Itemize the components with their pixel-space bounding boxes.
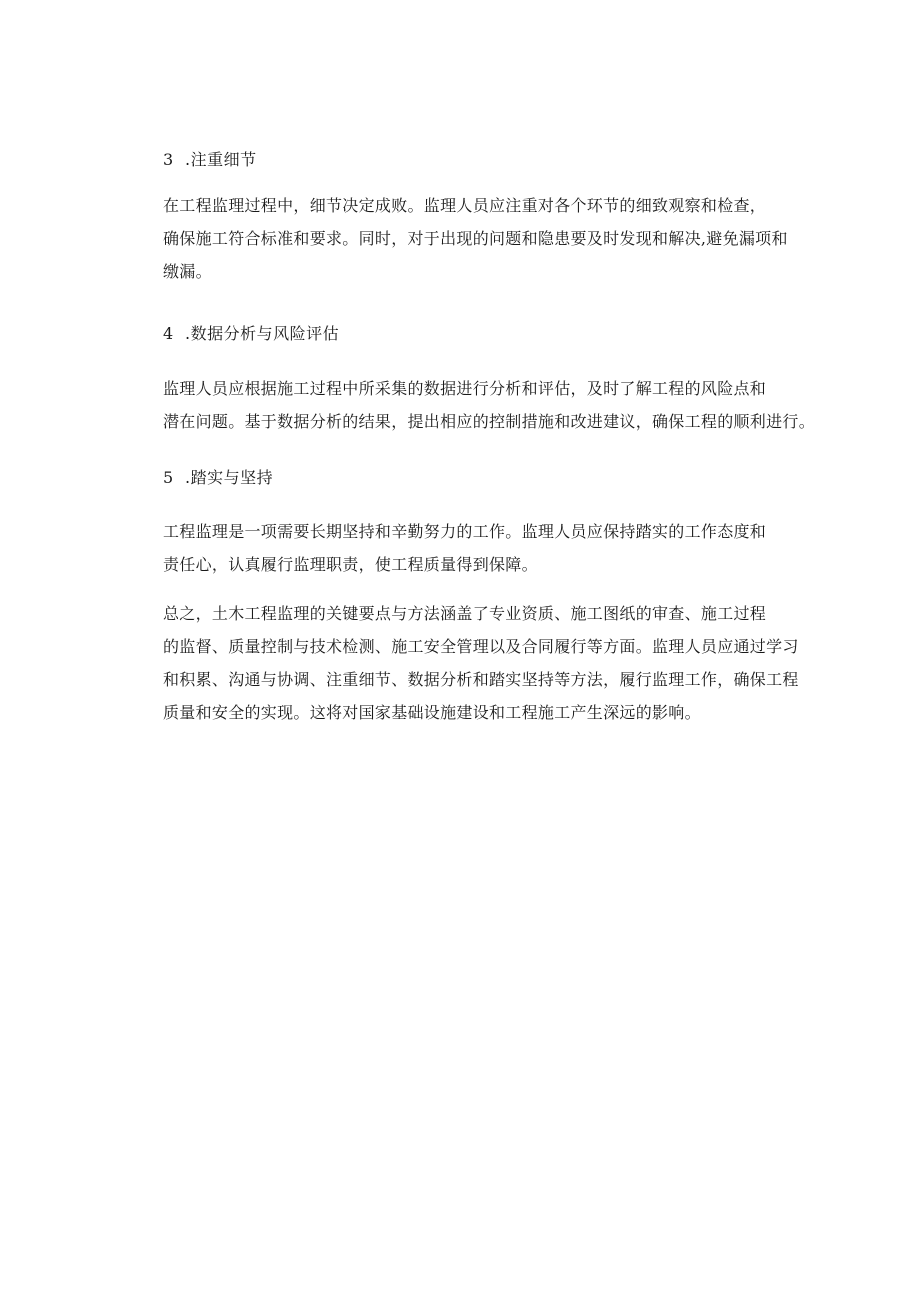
paragraph-line: 工程监理是一项需要长期坚持和辛勤努力的工作。监理人员应保持踏实的工作态度和 bbox=[163, 522, 767, 541]
section-paragraph-4 bbox=[163, 372, 816, 438]
section-title: .踏实与坚持 bbox=[185, 468, 274, 487]
section-number: 4 bbox=[163, 324, 174, 343]
paragraph-line: 确保施工符合标准和要求。同时，对于出现的问题和隐患要及时发现和解决,避免漏项和 bbox=[163, 229, 788, 248]
paragraph-line: 和积累、沟通与协调、注重细节、数据分析和踏实坚持等方法，履行监理工作，确保工程 bbox=[163, 670, 799, 689]
section-heading-5 bbox=[163, 468, 273, 488]
conclusion-paragraph bbox=[163, 597, 799, 729]
paragraph-line: 监理人员应根据施工过程中所采集的数据进行分析和评估，及时了解工程的风险点和 bbox=[163, 379, 767, 398]
section-heading-3 bbox=[163, 150, 257, 170]
paragraph-line: 潜在问题。基于数据分析的结果，提出相应的控制措施和改进建议，确保工程的顺利进行。 bbox=[163, 412, 816, 431]
paragraph-line: 在工程监理过程中，细节决定成败。监理人员应注重对各个环节的细致观察和检查， bbox=[163, 196, 767, 215]
section-title: .数据分析与风险评估 bbox=[185, 324, 340, 343]
paragraph-line: 责任心，认真履行监理职责，使工程质量得到保障。 bbox=[163, 555, 538, 574]
section-title: .注重细节 bbox=[185, 150, 257, 169]
section-number: 5 bbox=[163, 468, 174, 487]
section-heading-4 bbox=[163, 324, 339, 344]
paragraph-line: 质量和安全的实现。这将对国家基础设施建设和工程施工产生深远的影响。 bbox=[163, 703, 701, 722]
paragraph-line: 的监督、质量控制与技术检测、施工安全管理以及合同履行等方面。监理人员应通过学习 bbox=[163, 637, 799, 656]
section-number: 3 bbox=[163, 150, 174, 169]
section-paragraph-5 bbox=[163, 515, 793, 581]
paragraph-line: 缴漏。 bbox=[163, 262, 212, 281]
paragraph-line: 总之，土木工程监理的关键要点与方法涵盖了专业资质、施工图纸的审查、施工过程 bbox=[163, 604, 767, 623]
section-paragraph-3 bbox=[163, 189, 793, 288]
